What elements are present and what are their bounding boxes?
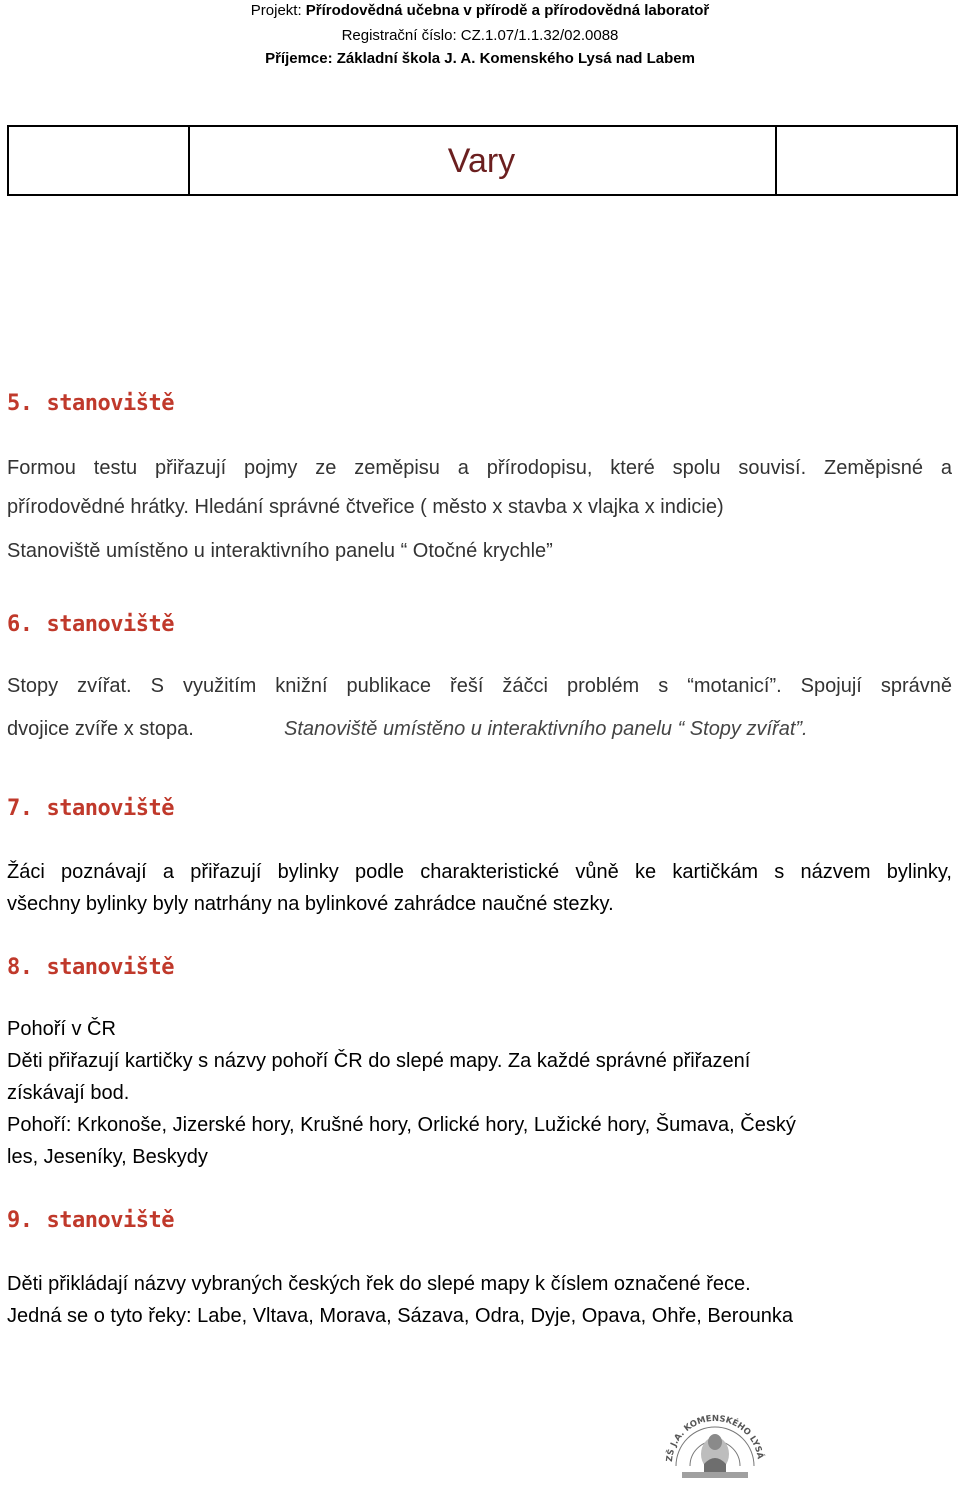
section-7-line-2: všechny bylinky byly natrhány na bylinkové zahrádce naučné stezky. (7, 893, 614, 915)
section-heading-7: 7. stanoviště (7, 796, 174, 821)
title-table (7, 125, 958, 196)
title-cell-left (9, 127, 190, 194)
section-6-location: Stanoviště umístěno u interaktivního panelu “ Stopy zvířat”. (284, 718, 808, 740)
section-8-line-2: Děti přiřazují kartičky s názvy pohoří ČR do slepé mapy. Za každé správné přiřazení (7, 1050, 751, 1072)
section-heading-8: 8. stanoviště (7, 955, 174, 980)
school-logo (662, 1402, 768, 1480)
section-5-line-2: přírodovědné hrátky. Hledání správné čtveřice ( město x stavba x vlajka x indicie) (7, 496, 724, 518)
section-heading-9: 9. stanoviště (7, 1208, 174, 1233)
section-heading-5: 5. stanoviště (7, 391, 174, 416)
header-registration-number: Registrační číslo: CZ.1.07/1.1.32/02.0088 (341, 27, 619, 44)
section-5-location: Stanoviště umístěno u interaktivního panelu “ Otočné krychle” (7, 540, 553, 562)
section-8-line-4: Pohoří: Krkonoše, Jizerské hory, Krušné hory, Orlické hory, Lužické hory, Šumava, Český (7, 1114, 796, 1136)
section-8-line-3: získávají bod. (7, 1082, 130, 1104)
section-9-line-1: Děti přikládají názvy vybraných českých řek do slepé mapy k číslem označené řece. (7, 1273, 751, 1295)
header-project-line: Projekt: Přírodovědná učebna v přírodě a přírodovědná laboratoř (250, 2, 710, 19)
section-5-line-1: Formou testu přiřazují pojmy ze zeměpisu a přírodopisu, které spolu souvisí. Zeměpisné a (7, 457, 952, 479)
title-cell-center (188, 127, 777, 194)
section-6-line-2: dvojice zvíře x stopa. (7, 718, 194, 740)
section-8-line-1: Pohoří v ČR (7, 1018, 116, 1040)
section-7-line-1: Žáci poznávají a přiřazují bylinky podle charakteristické vůně ke kartičkám s názvem bylinky, (7, 861, 952, 883)
section-6-line-1: Stopy zvířat. S využitím knižní publikace řeší žáčci problém s “motanicí”. Spojují správně (7, 675, 952, 697)
header-recipient: Příjemce: Základní škola J. A. Komenského Lysá nad Labem (265, 50, 695, 67)
school-seal-icon (662, 1402, 768, 1480)
section-9-line-2: Jedná se o tyto řeky: Labe, Vltava, Morava, Sázava, Odra, Dyje, Opava, Ohře, Berounka (7, 1305, 793, 1327)
svg-text:ZŠ J.A. KOMENSKÉHO LYSÁ NAD LA: ZŠ J.A. KOMENSKÉHO LYSÁ (664, 1413, 765, 1463)
section-8-line-5: les, Jeseníky, Beskydy (7, 1146, 208, 1168)
section-heading-6: 6. stanoviště (7, 612, 174, 637)
page-title: Vary (447, 142, 516, 180)
header-project-name: Přírodovědná učebna v přírodě a přírodovědná laboratoř (305, 2, 710, 19)
